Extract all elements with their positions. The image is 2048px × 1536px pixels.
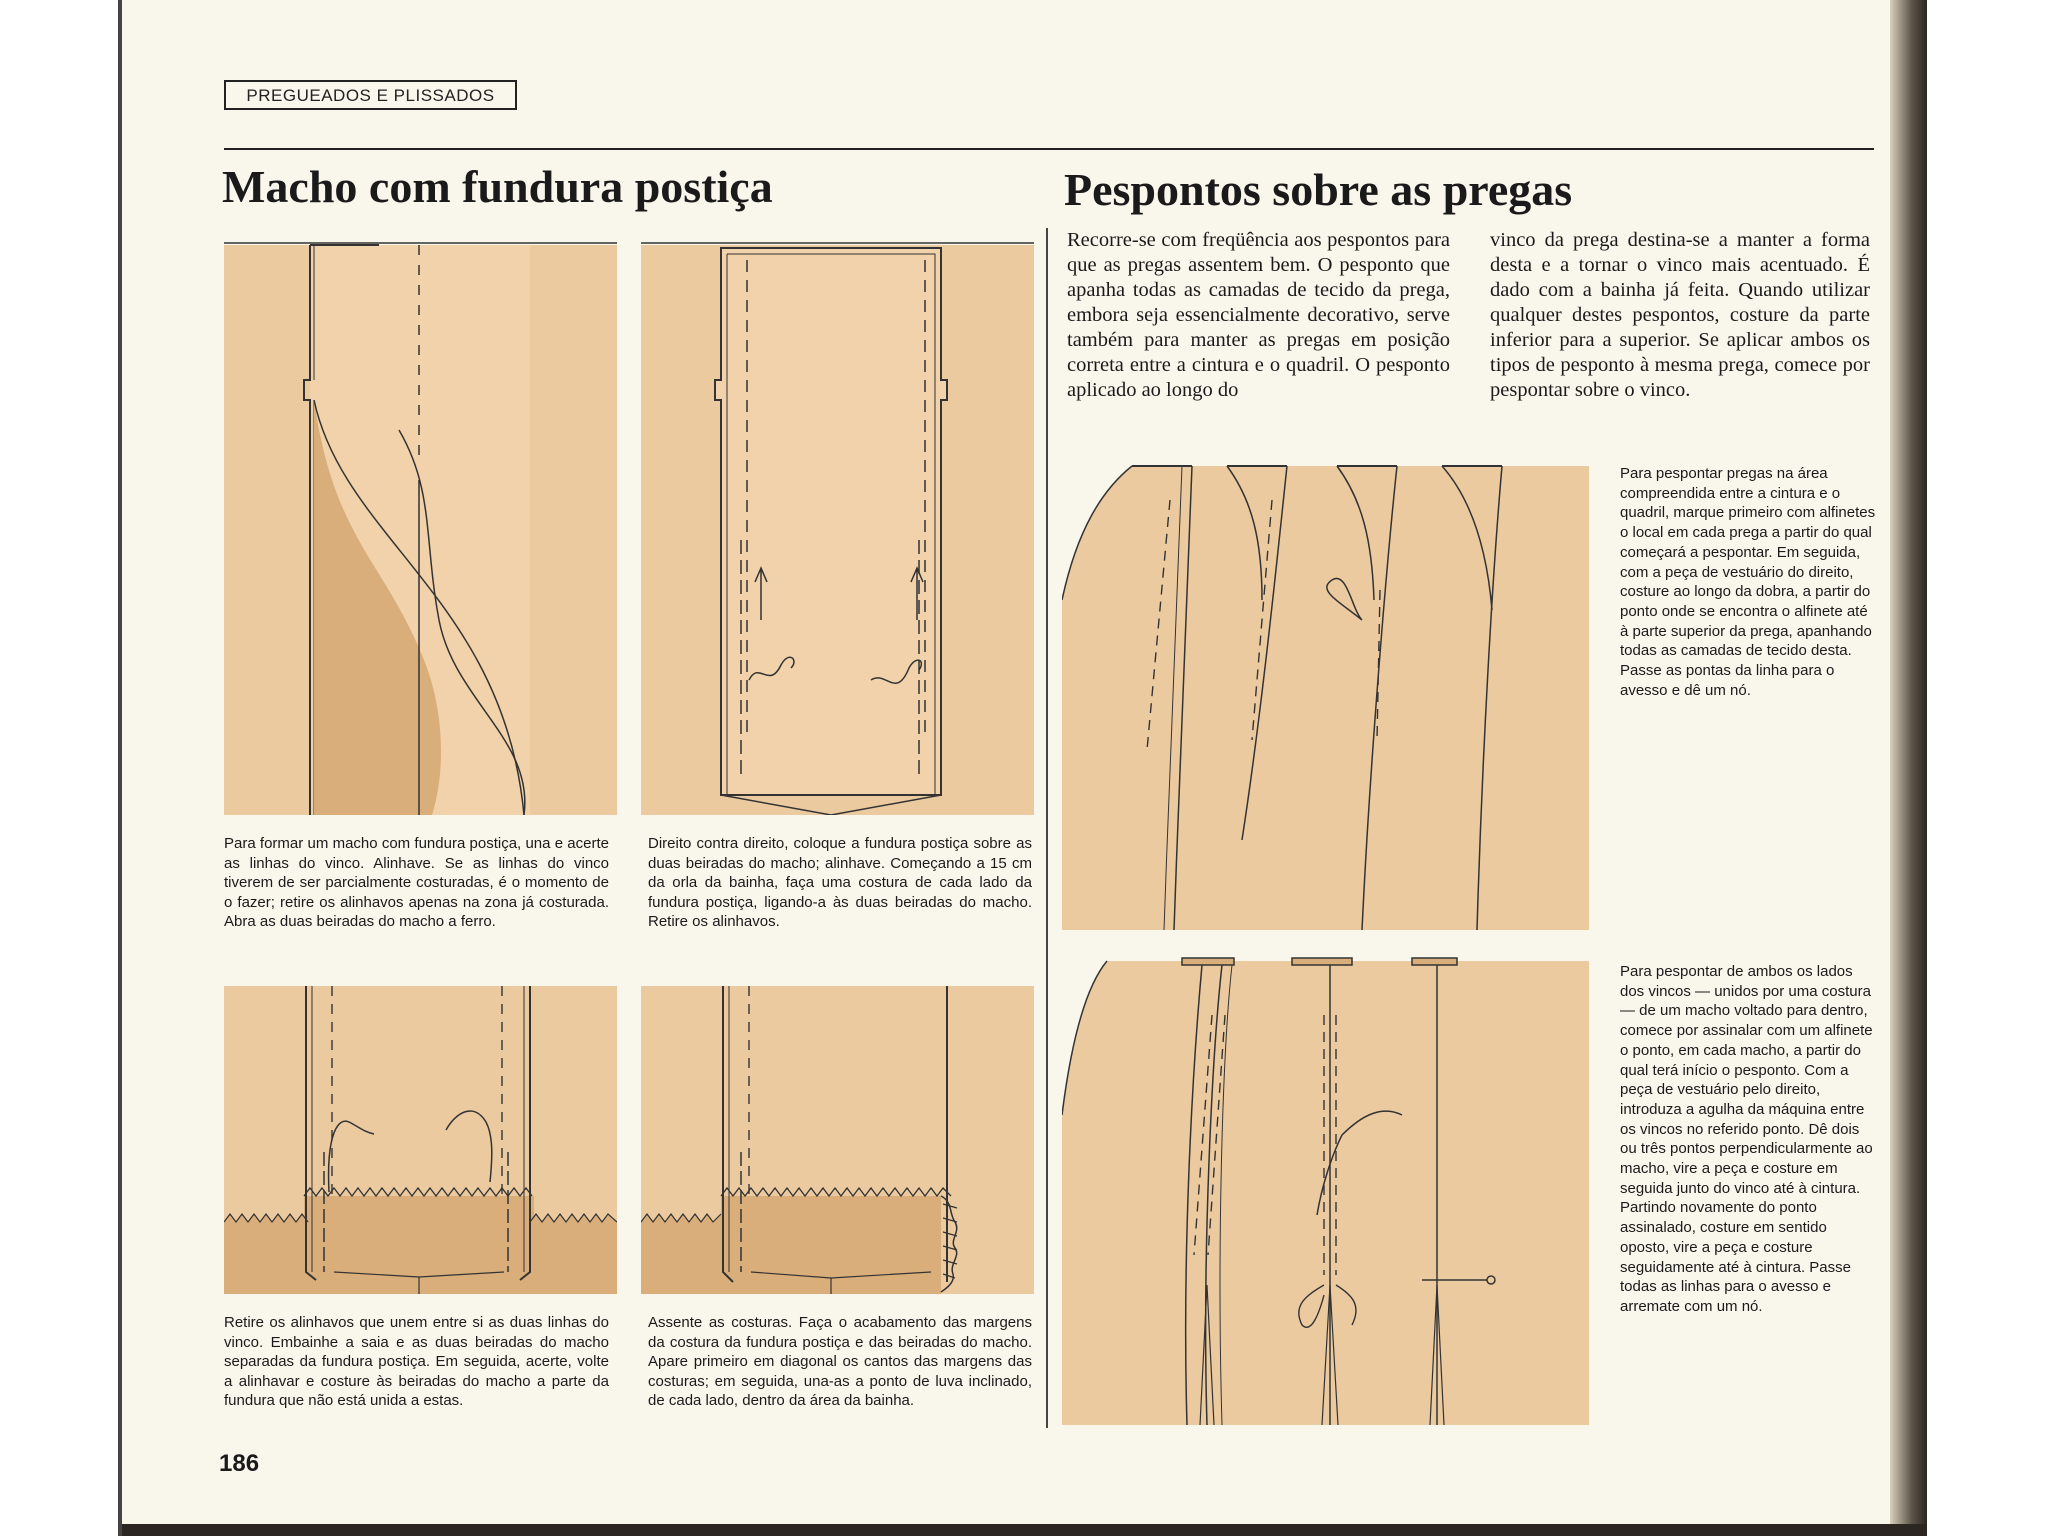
caption-step-1: Para formar um macho com fundura postiça, una e acerte as linhas do vinco. Alinhave. Se as linhas do vinco tiverem de ser parcialmente costuradas, é o momento de o fazer; retire os alinhavos apenas na zona já costurada. Abra as duas beiradas do macho a ferro. bbox=[224, 835, 609, 930]
right-title: Pespontos sobre as pregas bbox=[1064, 164, 1573, 215]
header-rule bbox=[224, 148, 1874, 150]
caption-edgestitch: Para pespontar de ambos os lados dos vincos — unidos por uma costura — de um macho voltado para dentro, comece por assinalar com um alfinete o ponto, em cada macho, a partir do qual terá início o pesponto. Com a peça de vestuário pelo direito, introduza a agulha da máquina entre os vincos no referido ponto. Dê dois ou três pontos perpendicularmente ao macho, vire a peça e costure em seguida junto do vinco até à cintura. Partindo novamente do ponto assinalado, costure em sentido oposto, vire a peça e costure seguidamente até à cintura. Passe todas as linhas para o avesso e arremate com um nó. bbox=[1620, 963, 1873, 1315]
caption-step-4: Assente as costuras. Faça o acabamento das margens da costura da fundura postiça e das beiradas do macho. Apare primeiro em diagonal os cantos das margens das costuras; em seguida, una-as a ponto de luva inclinado, de cada lado, dentro da área da bainha. bbox=[648, 1314, 1032, 1409]
caption-step-3: Retire os alinhavos que unem entre si as duas linhas do vinco. Embainhe a saia e as duas beiradas do macho separadas da fundura postiça. Em seguida, acerte, volte a alinhavar e costure às beiradas do macho a parte da fundura que não está unida a estas. bbox=[224, 1314, 609, 1409]
illustration-pleat-seam bbox=[224, 240, 617, 815]
page-number: 186 bbox=[219, 1450, 260, 1477]
left-title: Macho com fundura postiça bbox=[222, 161, 773, 212]
illustration-edgestitch-pleats bbox=[1062, 955, 1589, 1425]
column-divider bbox=[1046, 228, 1048, 1428]
illustration-topstitch-pleats bbox=[1062, 460, 1589, 930]
caption-step-2: Direito contra direito, coloque a fundura postiça sobre as duas beiradas do macho; alinhave. Começando a 15 cm da orla da bainha, faça uma costura de cada lado da fundura postiça, ligando-a às duas beiradas do macho. Retire os alinhavos. bbox=[648, 835, 1032, 930]
illustration-hemmed-pleat bbox=[224, 982, 617, 1294]
scan-bottom-edge bbox=[122, 1524, 1927, 1536]
caption-topstitch-hip: Para pespontar pregas na área compreendida entre a cintura e o quadril, marque primeiro com alfinetes o local em cada prega a partir do qual começará a pespontar. Em seguida, com a peça de vestuário do direito, costure ao longo da dobra, a partir do ponto onde se encontra o alfinete até à parte superior da prega, apanhando todas as camadas de tecido desta. Passe as pontas da linha para o avesso e dê um nó. bbox=[1620, 465, 1876, 699]
illustration-false-underlay bbox=[641, 240, 1034, 815]
intro-text-col-2: vinco da prega destina-se a manter a forma desta e a tornar o vinco mais acentuado. É dado com a bainha já feita. Quando utilizar qualquer destes pespontos, costure da parte inferior para a superior. Se aplicar ambos os tipos de pesponto à mesma prega, comece por pespontar sobre o vinco. bbox=[1490, 229, 1870, 401]
intro-text-col-1: Recorre-se com freqüência aos pespontos para que as pregas assentem bem. O pesponto que apanha todas as camadas de tecido da prega, embora seja essencialmente decorativo, serve também para manter as pregas em posição correta entre a cintura e o quadril. O pesponto aplicado ao longo do bbox=[1067, 229, 1450, 401]
section-tag: PREGUEADOS E PLISSADOS bbox=[224, 80, 517, 110]
illustration-catch-stitch bbox=[641, 982, 1034, 1294]
book-spine bbox=[1890, 0, 1927, 1536]
